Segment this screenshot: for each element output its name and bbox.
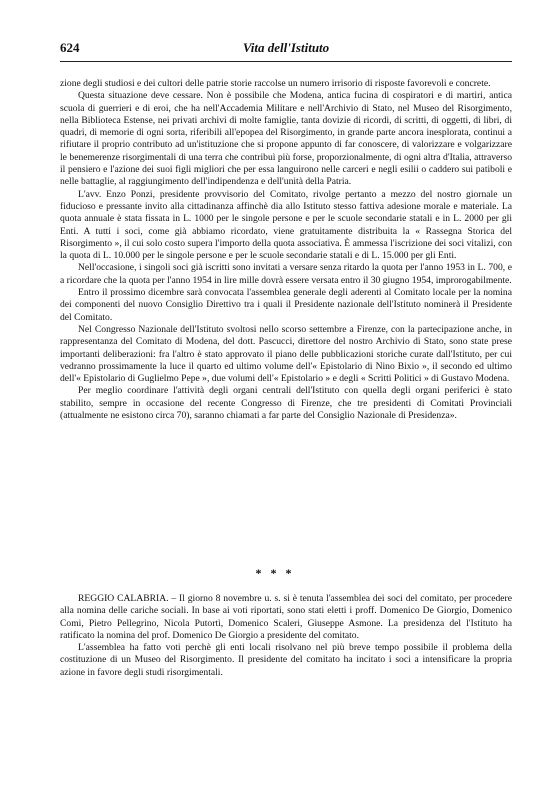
paragraph: Entro il prossimo dicembre sarà convocata l'assemblea generale degli aderenti al Comitato locale per la nomina dei componenti del nuovo Consiglio Direttivo tra i quali il Presidente nazionale dell'Istituto nominerà il Presidente del Comitato. bbox=[60, 287, 512, 323]
section-separator: * * * bbox=[255, 566, 295, 580]
reggio-calabria-section bbox=[60, 593, 512, 679]
running-title: Vita dell'Istituto bbox=[242, 40, 330, 55]
paragraph: Per meglio coordinare l'attività degli organi centrali dell'Istituto con quella degli organi periferici è stato stabilito, sempre in occasione del recente Congresso di Firenze, che tre presidenti di Comitati Provinciali (attualmente ne esistono circa 70), saranno chiamati a far parte del Consiglio Nazionale di Presidenza». bbox=[60, 385, 512, 422]
main-text bbox=[60, 78, 512, 422]
paragraph: L'assemblea ha fatto voti perchè gli enti locali risolvano nel più breve tempo possibile il problema della costituzione di un Museo del Risorgimento. Il presidente del comitato ha incitato i soci a intensificare la propria azione in favore degli studi risorgimentali. bbox=[60, 642, 512, 678]
paragraph: REGGIO CALABRIA. – Il giorno 8 novembre u. s. si è tenuta l'assemblea dei soci del comitato, per procedere alla nomina delle cariche sociali. In base ai voti riportati, sono stati eletti i proff. Domenico De Giorgio, Domenico Comi, Pietro Pellegrino, Nicola Putortì, Domenico Scaleri, Giuseppe Asmone. La presidenza del l'Istituto ha ratificato la nomina del prof. Domenico De Giorgio a presidente del comitato. bbox=[60, 593, 512, 641]
page-number: 624 bbox=[60, 40, 80, 55]
running-header bbox=[60, 40, 512, 58]
paragraph: L'avv. Enzo Ponzi, presidente provvisorio del Comitato, rivolge pertanto a mezzo del nostro giornale un fiducioso e pressante invito alla cittadinanza affinchè dia allo Istituto stesso fattiva adesione morale e materiale. La quota annuale è stata fissata in L. 1000 per le singole persone e per le scuole secondarie statali e in L. 2000 per gli Enti. A tutti i soci, come già abbiamo ricordato, viene gratuitamente distribuita la « Rassegna Storica del Risorgimento », il cui solo costo supera l'importo della quota associativa. È ammessa l'iscrizione dei soci vitalizi, con la quota di L. 10.000 per le singole persone e per le scuole secondarie statali e di L. 15.000 per gli Enti. bbox=[60, 188, 512, 262]
paragraph: zione degli studiosi e dei cultori delle patrie storie raccolse un numero irrisorio di risposte favorevoli e concrete. bbox=[60, 78, 491, 89]
paragraph: Nel Congresso Nazionale dell'Istituto svoltosi nello scorso settembre a Firenze, con la partecipazione anche, in rappresentanza del Comitato di Modena, del dott. Pascucci, direttore del nostro Archivio di Stato, sono state prese importanti deliberazioni: fra l'altro è stato approvato il piano delle pubblicazioni storiche curate dall'Istituto, per cui vedranno prossimamente la luce il quarto ed ultimo volume dell'« Epistolario di Nino Bixio », il secondo ed ultimo dell'« Epistolario di Guglielmo Pepe », due volumi dell'« Epistolario » e degli « Scritti Politici » di Gustavo Modena. bbox=[60, 323, 512, 385]
paragraph: Questa situazione deve cessare. Non è possibile che Modena, antica fucina di cospiratori e di martiri, antica scuola di guerrieri e di eroi, che ha nell'Accademia Militare e nell'Archivio di Stato, nel Museo del Risorgimento, nella Biblioteca Estense, nei privati archivi di molte famiglie, tanta dovizie di ricordi, di scritti, di oggetti, di libri, di quadri, di memorie di ogni sorta, riferibili all'epopea del Risorgimento, in grande parte ancora inesplorata, continui a rifiutare il proprio contributo ad un'istituzione che si propone appunto di far conoscere, di valorizzare e volgarizzare le benemerenze risorgimentali di una terra che contribuì più forse, proporzionalmente, di ogni altra d'Italia, attraverso il pensiero e l'azione dei suoi figli migliori che per essa languirono nelle carceri e negli esilii o caddero sui patiboli e nelle battaglie, al raggiungimento dell'indipendenza e dell'unità della Patria. bbox=[60, 90, 512, 188]
header-rule bbox=[60, 61, 512, 62]
paragraph: Nell'occasione, i singoli soci già iscritti sono invitati a versare senza ritardo la quota per l'anno 1953 in L. 700, e a ricordare che la quota per l'anno 1954 in lire mille dovrà essere versata entro il 30 giugno 1954, improrogabilmente. bbox=[60, 262, 512, 286]
